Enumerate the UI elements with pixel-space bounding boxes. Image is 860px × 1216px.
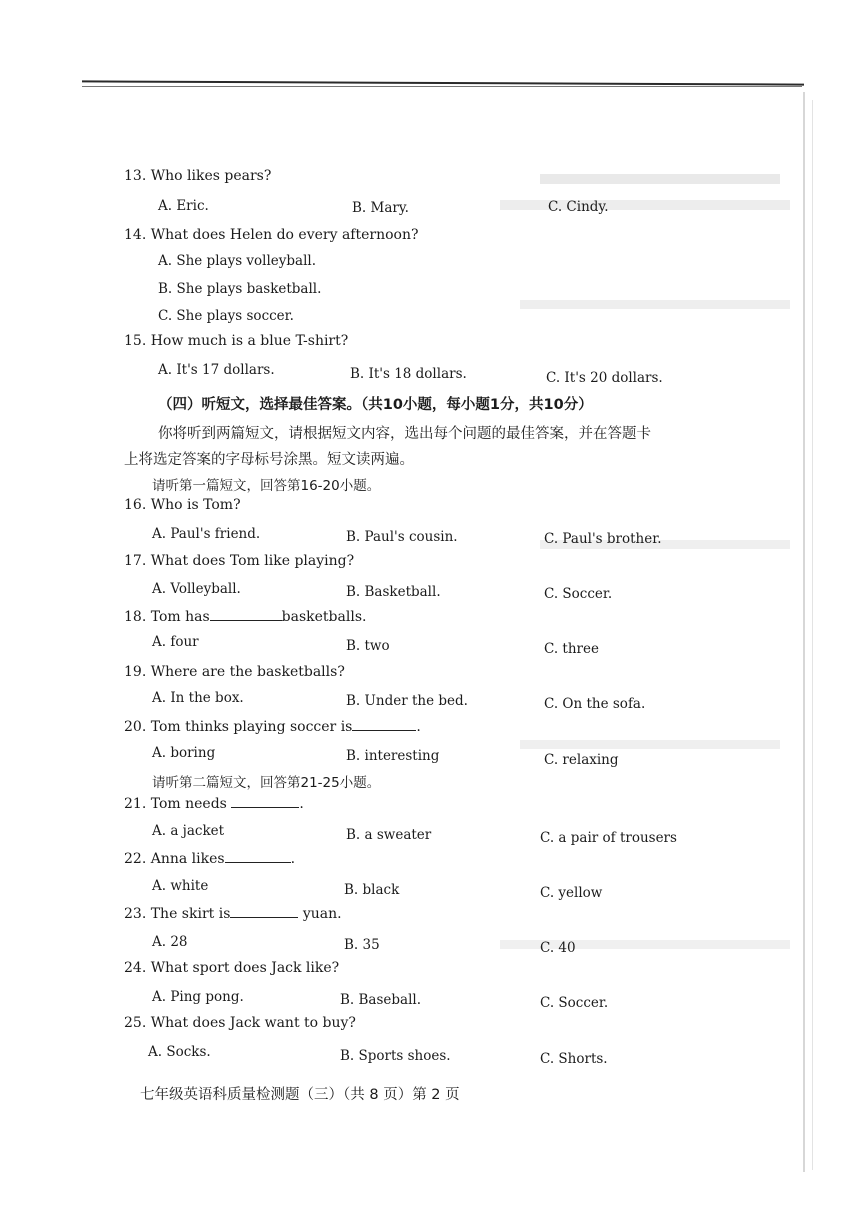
q13-option-b: B. Mary.	[352, 200, 409, 216]
question-16	[124, 497, 241, 513]
section-4-instruction-line-1: 你将听到两篇短文，请根据短文内容，选出每个问题的最佳答案，并在答题卡	[158, 426, 651, 442]
question-text: What sport does Jack like?	[150, 960, 340, 976]
q17-option-c: C. Soccer.	[544, 586, 613, 602]
question-text-before: Anna likes	[150, 851, 225, 867]
page-top-rule-thin	[82, 86, 802, 87]
answer-blank	[231, 795, 299, 808]
q21-option-c: C. a pair of trousers	[540, 830, 677, 846]
bleed-through-mark	[500, 200, 790, 210]
q20-option-a: A. boring	[152, 745, 216, 761]
question-25	[124, 1015, 356, 1031]
question-18	[124, 608, 366, 625]
question-text-after: .	[416, 719, 421, 735]
passage-1-heading: 请听第一篇短文，回答第16-20小题。	[152, 478, 381, 494]
q15-option-b: B. It's 18 dollars.	[350, 366, 467, 382]
section-4-instruction-line-2: 上将选定答案的字母标号涂黑。短文读两遍。	[124, 452, 414, 468]
question-number: 22.	[124, 851, 147, 867]
page-edge-shadow-2	[812, 100, 813, 1170]
page-edge-shadow	[803, 92, 805, 1172]
question-text-after: yuan.	[302, 906, 342, 922]
question-number: 20.	[124, 719, 147, 735]
q18-option-c: C. three	[544, 641, 599, 657]
question-number: 17.	[124, 553, 147, 569]
question-text-before: The skirt is	[150, 906, 231, 922]
question-text: Who is Tom?	[150, 497, 241, 513]
q22-option-b: B. black	[344, 882, 400, 898]
q25-option-b: B. Sports shoes.	[340, 1048, 451, 1064]
question-number: 14.	[124, 227, 147, 243]
question-text-after: .	[290, 851, 296, 867]
q20-option-b: B. interesting	[346, 748, 440, 764]
q14-option-a: A. She plays volleyball.	[158, 253, 317, 269]
question-number: 25.	[124, 1015, 147, 1031]
question-text: What does Tom like playing?	[150, 553, 355, 569]
question-15	[124, 333, 348, 349]
question-number: 21.	[124, 796, 147, 812]
q17-option-b: B. Basketball.	[346, 584, 441, 600]
question-23	[124, 905, 342, 922]
q16-option-b: B. Paul's cousin.	[346, 529, 458, 545]
question-13	[124, 168, 271, 184]
question-21	[124, 795, 304, 812]
q23-option-c: C. 40	[540, 940, 576, 956]
answer-blank	[225, 850, 291, 863]
question-number: 19.	[124, 664, 147, 680]
answer-blank	[230, 905, 298, 918]
q16-option-a: A. Paul's friend.	[152, 526, 261, 542]
bleed-through-mark	[540, 174, 780, 184]
question-number: 15.	[124, 333, 147, 349]
section-4-title: （四）听短文，选择最佳答案。（共10小题，每小题1分，共10分）	[158, 397, 593, 413]
question-text-before: Tom thinks playing soccer is	[150, 719, 353, 735]
q23-option-b: B. 35	[344, 937, 380, 953]
q22-option-a: A. white	[152, 878, 209, 894]
q19-option-b: B. Under the bed.	[346, 693, 468, 709]
q16-option-c: C. Paul's brother.	[544, 531, 662, 547]
question-text-before: Tom needs	[150, 796, 227, 812]
q25-option-c: C. Shorts.	[540, 1051, 608, 1067]
q19-option-a: A. In the box.	[152, 690, 244, 706]
question-19	[124, 664, 345, 680]
question-text: Where are the basketballs?	[150, 664, 345, 680]
q25-option-a: A. Socks.	[148, 1044, 211, 1060]
answer-blank	[352, 718, 416, 731]
q15-option-a: A. It's 17 dollars.	[158, 362, 275, 378]
q14-option-b: B. She plays basketball.	[158, 281, 322, 297]
q15-option-c: C. It's 20 dollars.	[546, 370, 663, 386]
question-text: What does Helen do every afternoon?	[150, 227, 419, 243]
question-number: 16.	[124, 497, 147, 513]
question-22	[124, 850, 295, 867]
q24-option-a: A. Ping pong.	[152, 989, 244, 1005]
bleed-through-mark	[520, 300, 790, 309]
q13-option-a: A. Eric.	[158, 198, 209, 214]
question-text: What does Jack want to buy?	[150, 1015, 356, 1031]
q18-option-b: B. two	[346, 638, 390, 654]
question-number: 24.	[124, 960, 147, 976]
q21-option-b: B. a sweater	[346, 827, 432, 843]
q14-option-c: C. She plays soccer.	[158, 308, 294, 324]
q22-option-c: C. yellow	[540, 885, 603, 901]
question-text-after: basketballs.	[281, 609, 367, 625]
q18-option-a: A. four	[152, 634, 199, 650]
passage-2-heading: 请听第二篇短文，回答第21-25小题。	[152, 775, 381, 791]
question-number: 18.	[124, 609, 147, 625]
question-text-before: Tom has	[150, 609, 210, 625]
question-14	[124, 227, 418, 243]
q20-option-c: C. relaxing	[544, 752, 619, 768]
question-text: Who likes pears?	[150, 168, 272, 184]
question-24	[124, 960, 339, 976]
question-text: How much is a blue T-shirt?	[150, 333, 349, 349]
page-footer: 七年级英语科质量检测题（三）（共 8 页）第 2 页	[140, 1087, 460, 1103]
page-top-rule	[82, 80, 804, 85]
q21-option-a: A. a jacket	[152, 823, 225, 839]
bleed-through-mark	[520, 740, 780, 749]
q24-option-b: B. Baseball.	[340, 992, 422, 1008]
question-number: 13.	[124, 168, 147, 184]
answer-blank	[210, 608, 282, 621]
q13-option-c: C. Cindy.	[548, 199, 609, 215]
question-17	[124, 553, 354, 569]
q23-option-a: A. 28	[152, 934, 188, 950]
question-text-after: .	[299, 796, 304, 812]
question-20	[124, 718, 421, 735]
q17-option-a: A. Volleyball.	[152, 581, 241, 597]
question-number: 23.	[124, 906, 147, 922]
q24-option-c: C. Soccer.	[540, 995, 609, 1011]
q19-option-c: C. On the sofa.	[544, 696, 646, 712]
